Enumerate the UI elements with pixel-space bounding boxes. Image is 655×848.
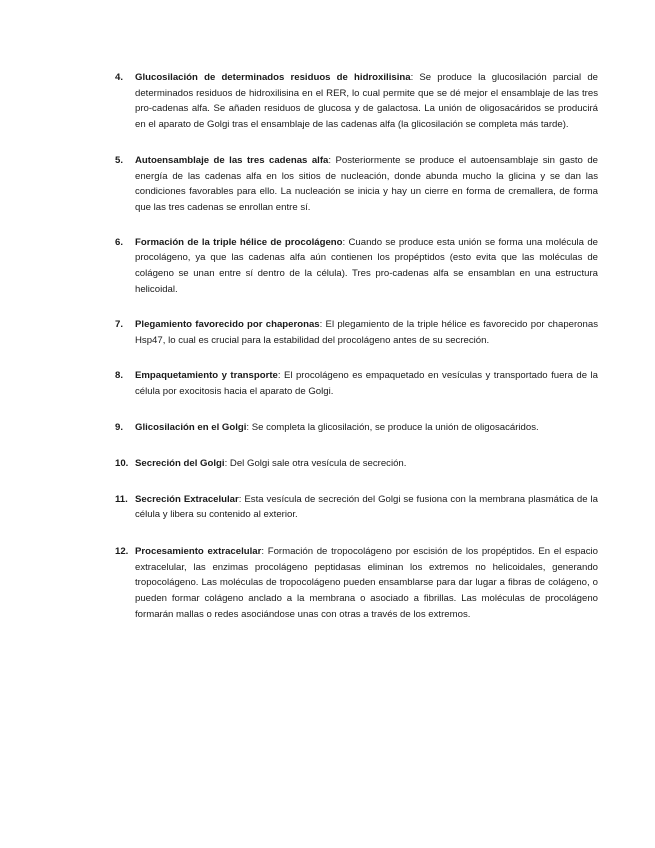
list-item xyxy=(115,235,598,298)
item-separator: : xyxy=(319,319,323,331)
list-item xyxy=(115,368,598,399)
item-heading: Secreción del Golgi xyxy=(135,457,225,469)
item-text: Cuando se produce esta unión se forma una molécula de procolágeno, ya que las cadenas alfa aún contienen los propéptidos (esto evita que las moléculas de colágeno se unan entre sí dentro de la célula). Tres pro-cadenas alfa se ensamblan en una estructura helicoidal. xyxy=(135,236,598,295)
list-item xyxy=(115,317,598,348)
item-heading: Formación de la triple hélice de procolágeno xyxy=(135,236,343,248)
item-separator: : xyxy=(261,546,265,558)
item-number: 6. xyxy=(115,236,124,248)
item-number: 5. xyxy=(115,154,124,166)
item-number: 9. xyxy=(115,422,124,434)
item-text: Del Golgi sale otra vesícula de secreción. xyxy=(227,457,407,469)
item-number: 4. xyxy=(115,72,124,83)
item-text: El procolágeno es empaquetado en vesículas y transportado fuera de la célula por exocitosis hacia el aparato de Golgi. xyxy=(135,369,598,397)
item-heading: Secreción Extracelular xyxy=(135,493,239,505)
item-separator: : xyxy=(410,72,414,83)
item-heading: Plegamiento favorecido por chaperonas xyxy=(135,319,320,331)
item-heading: Empaquetamiento y transporte xyxy=(135,369,278,381)
list-item xyxy=(115,456,598,472)
item-number: 12. xyxy=(115,546,129,558)
item-separator: : xyxy=(246,422,250,434)
list-item xyxy=(115,420,598,436)
item-text: Esta vesícula de secreción del Golgi se fusiona con la membrana plasmática de la célula y libera su contenido al exterior. xyxy=(135,493,598,521)
list-item xyxy=(115,544,598,623)
item-text: Se completa la glicosilación, se produce la unión de oligosacáridos. xyxy=(249,422,539,434)
collagen-steps-list xyxy=(115,70,598,623)
item-heading: Autoensamblaje de las tres cadenas alfa xyxy=(135,154,329,166)
item-heading: Glicosilación en el Golgi xyxy=(135,422,247,434)
list-item xyxy=(115,70,598,133)
list-item xyxy=(115,492,598,523)
item-separator: : xyxy=(328,154,332,166)
item-heading: Glucosilación de determinados residuos de hidroxilisina xyxy=(135,72,411,83)
item-separator: : xyxy=(342,236,346,248)
item-number: 10. xyxy=(115,457,129,469)
item-number: 11. xyxy=(115,493,128,505)
item-separator: : xyxy=(238,493,242,505)
item-text: El plegamiento de la triple hélice es favorecido por chaperonas Hsp47, lo cual es crucial para la estabilidad del procolágeno antes de su secreción. xyxy=(135,319,598,347)
item-heading: Procesamiento extracelular xyxy=(135,546,262,558)
item-number: 7. xyxy=(115,319,124,331)
item-separator: : xyxy=(224,457,228,469)
list-item xyxy=(115,153,598,216)
item-separator: : xyxy=(277,369,281,381)
item-text: Se produce la glucosilación parcial de determinados residuos de hidroxilisina en el RER, lo cual permite que se dé mejor el ensamblaje de las tres pro-cadenas alfa. Se añaden residuos de glucosa y de galactosa. La unión de oligosacáridos se producirá en el aparato de Golgi tras el ensamblaje de las cadenas alfa (la glicosilación se completa más tarde). xyxy=(135,72,598,131)
item-number: 8. xyxy=(115,369,124,381)
item-text: Posteriormente se produce el autoensamblaje sin gasto de energía de las cadenas alfa en los sitios de nucleación, donde abunda mucho la glicina y se dan las condiciones favorables para ello. La nucleación se inicia y hay un cierre en forma de cremallera, de forma que las tres cadenas se enrollan entre sí. xyxy=(135,154,598,213)
item-text: Formación de tropocolágeno por escisión de los propéptidos. En el espacio extracelular, las enzimas procolágeno peptidasas eliminan los extremos no helicoidales, generando tropocolágeno. Las moléculas de tropocolágeno pueden ensamblarse para dar lugar a fibras de colágeno, o pueden formar colágeno anclado a la membrana o asociado a fibrillas. Las moléculas de procolágeno formarán mallas o redes asociándose unas con otras a través de los extremos. xyxy=(135,546,598,620)
